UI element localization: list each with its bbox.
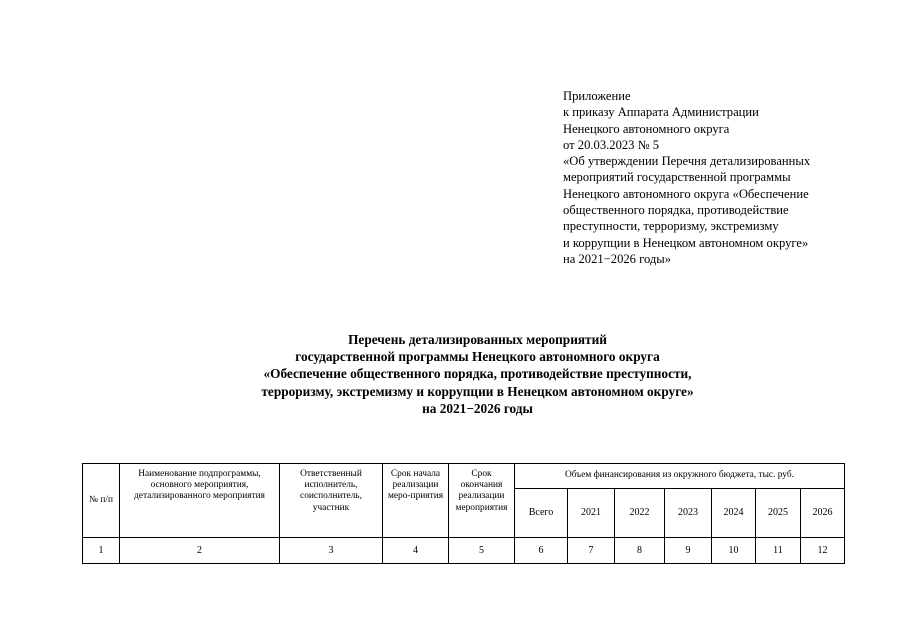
appendix-line: к приказу Аппарата Администрации — [563, 105, 759, 120]
appendix-line: Приложение — [563, 89, 631, 103]
header-name: Наименование подпрограммы, основного мероприятия, детализированного мероприятия — [120, 464, 280, 538]
header-executor: Ответственный исполнитель, соисполнитель, участник — [280, 464, 383, 538]
appendix-line: Ненецкого автономного округа — [563, 121, 730, 136]
column-number: 11 — [756, 538, 801, 564]
column-number: 9 — [665, 538, 712, 564]
column-number: 10 — [712, 538, 756, 564]
appendix-line: Ненецкого автономного округа «Обеспечение — [563, 186, 809, 201]
column-number: 4 — [383, 538, 449, 564]
header-num: № п/п — [83, 464, 120, 538]
header-year-2022: 2022 — [615, 489, 665, 538]
column-number: 6 — [515, 538, 568, 564]
column-number: 7 — [568, 538, 615, 564]
title-line: «Обеспечение общественного порядка, противодействие преступности, — [263, 366, 692, 382]
appendix-line: мероприятий государственной программы — [563, 170, 791, 185]
header-start: Срок начала реализации меро-приятия — [383, 464, 449, 538]
table-header-row — [83, 464, 845, 489]
title-line: государственной программы Ненецкого автономного округа — [295, 349, 660, 365]
column-numbers-row — [83, 538, 845, 564]
header-year-2026: 2026 — [801, 489, 845, 538]
header-year-2021: 2021 — [568, 489, 615, 538]
title-line: Перечень детализированных мероприятий — [348, 332, 607, 347]
column-number: 5 — [449, 538, 515, 564]
appendix-block — [563, 88, 863, 267]
title-line: терроризму, экстремизму и коррупции в Ненецком автономном округе» — [261, 383, 694, 399]
column-number: 3 — [280, 538, 383, 564]
measures-table — [82, 463, 845, 564]
appendix-line: «Об утверждении Перечня детализированных — [563, 154, 811, 169]
document-title — [180, 331, 775, 417]
appendix-line: общественного порядка, противодействие — [563, 203, 789, 218]
title-line: на 2021−2026 годы — [422, 400, 533, 416]
header-total: Всего — [515, 489, 568, 538]
appendix-line: и коррупции в Ненецком автономном округе» — [563, 235, 809, 250]
header-end: Срок окончания реализации мероприятия — [449, 464, 515, 538]
header-year-2024: 2024 — [712, 489, 756, 538]
column-number: 1 — [83, 538, 120, 564]
appendix-line: от 20.03.2023 № 5 — [563, 137, 660, 152]
header-funding: Объем финансирования из окружного бюджета, тыс. руб. — [515, 464, 845, 489]
appendix-line: преступности, терроризму, экстремизму — [563, 219, 779, 234]
appendix-line: на 2021−2026 годы» — [563, 251, 672, 266]
header-year-2023: 2023 — [665, 489, 712, 538]
column-number: 2 — [120, 538, 280, 564]
header-year-2025: 2025 — [756, 489, 801, 538]
column-number: 8 — [615, 538, 665, 564]
column-number: 12 — [801, 538, 845, 564]
